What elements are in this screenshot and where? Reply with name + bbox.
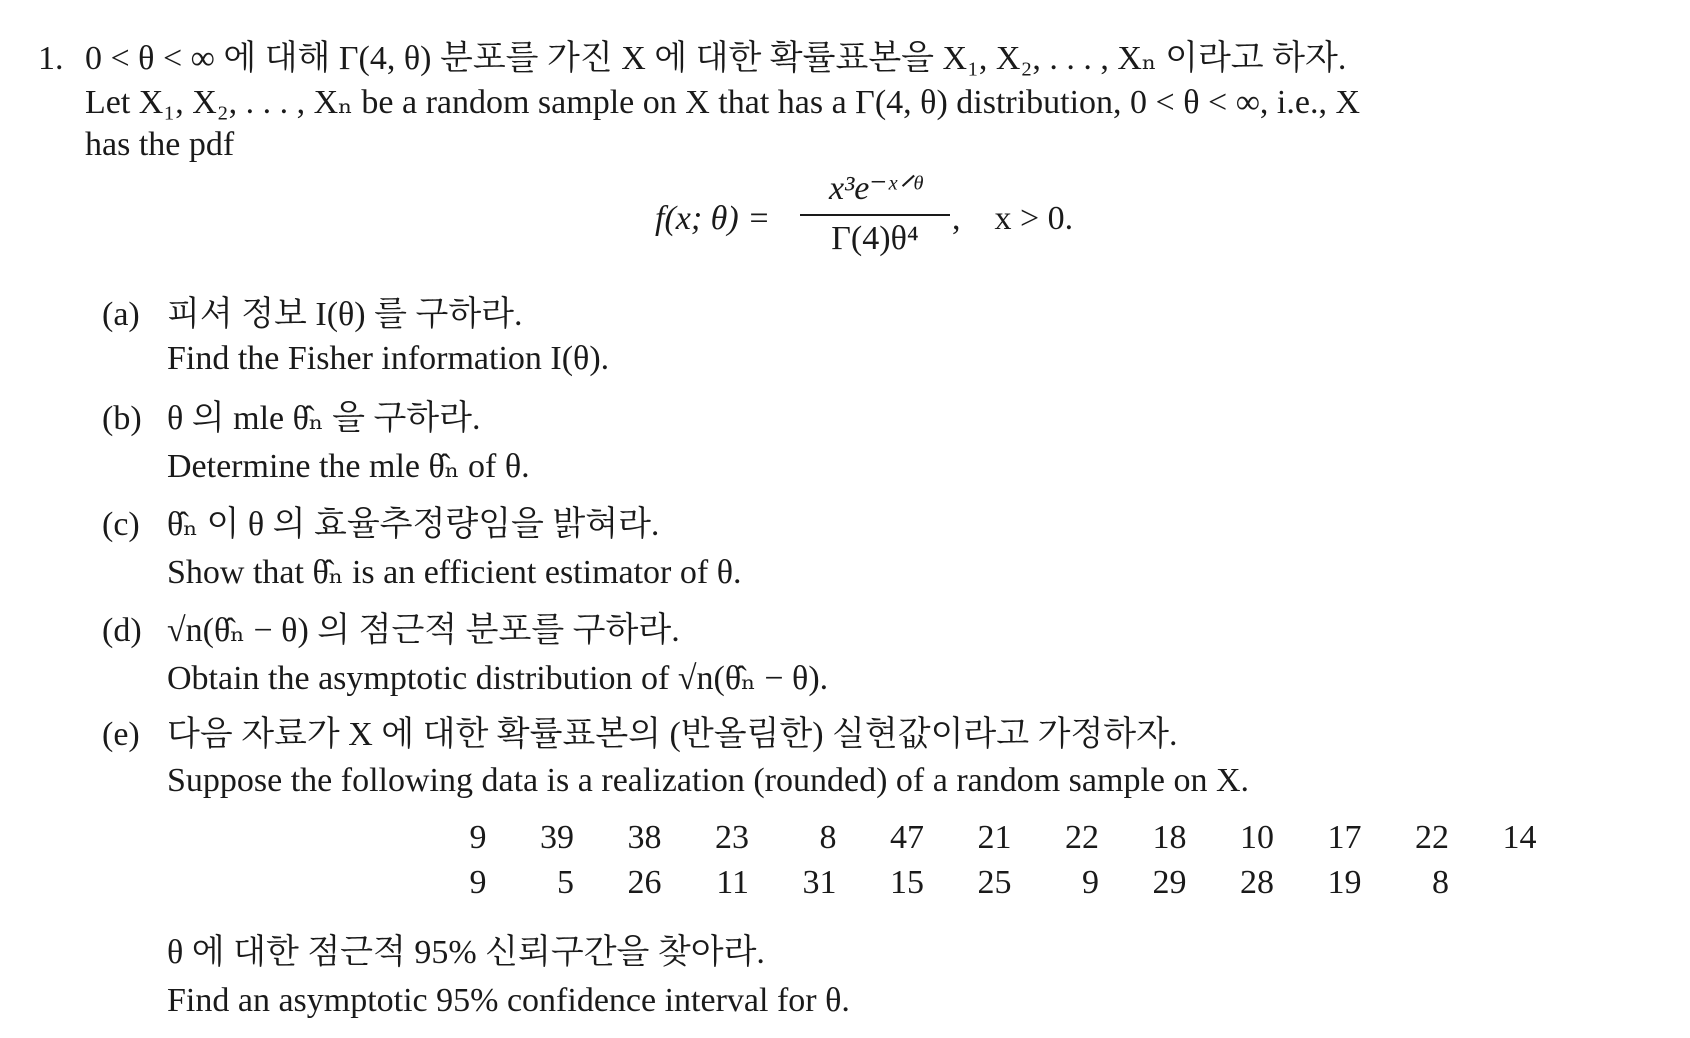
data-cell: 47 <box>890 818 924 856</box>
sample-data-table <box>405 815 1543 905</box>
pdf-rhs: , x > 0. <box>952 200 1074 237</box>
pdf-numerator: x³e⁻ˣᐟᶿ <box>828 170 922 207</box>
part-c-english: Show that θ̂ₙ is an efficient estimator of θ. <box>167 554 742 591</box>
data-cell: 9 <box>469 863 487 901</box>
data-cell: 28 <box>1240 863 1274 901</box>
data-cell: 29 <box>1152 863 1187 901</box>
data-cell: 23 <box>715 818 749 856</box>
data-cell: 39 <box>540 818 574 856</box>
data-cell: 22 <box>1065 818 1099 856</box>
part-d-english: Obtain the asymptotic distribution of √n(θ̂ₙ − θ). <box>167 660 829 697</box>
data-cell: 38 <box>627 818 662 856</box>
data-cell: 25 <box>977 863 1012 901</box>
part-a-english: Find the Fisher information I(θ). <box>167 340 610 377</box>
data-cell: 18 <box>1152 818 1187 856</box>
data-cell: 8 <box>819 818 837 856</box>
part-a-korean: 피셔 정보 I(θ) 를 구하라. <box>167 296 523 333</box>
data-cell: 21 <box>977 818 1012 856</box>
part-c-korean: θ̂ₙ 이 θ 의 효율추정량임을 밝혀라. <box>167 506 660 543</box>
data-cell: 31 <box>802 863 837 901</box>
data-cell: 19 <box>1327 863 1362 901</box>
data-cell: 17 <box>1327 818 1362 856</box>
problem-number: 1. <box>38 40 64 77</box>
problem-intro-english-line-1: Let X₁, X₂, . . . , Xₙ be a random sample on X that has a Γ(4, θ) distribution, 0 < θ < ∞, i.e., X <box>85 84 1361 121</box>
data-cell: 5 <box>557 863 574 901</box>
data-cell: 8 <box>1432 863 1449 901</box>
data-cell: 26 <box>627 863 662 901</box>
part-c-label: (c) <box>102 506 140 543</box>
data-cell: 15 <box>890 863 924 901</box>
closing-korean: θ 에 대한 점근적 95% 신뢰구간을 찾아라. <box>167 934 765 971</box>
data-cell: 14 <box>1502 818 1537 856</box>
data-cell: 9 <box>469 818 487 856</box>
data-cell: 11 <box>716 863 749 901</box>
part-b-label: (b) <box>102 400 142 437</box>
part-d-korean: √n(θ̂ₙ − θ) 의 점근적 분포를 구하라. <box>167 612 680 649</box>
table-row <box>405 860 1543 905</box>
part-e-label: (e) <box>102 716 140 753</box>
problem-intro-english-line-2: has the pdf <box>85 126 235 163</box>
data-cell: 9 <box>1082 863 1099 901</box>
part-b-korean: θ 의 mle θ̂ₙ 을 구하라. <box>167 400 481 437</box>
part-a-label: (a) <box>102 296 140 333</box>
part-e-english: Suppose the following data is a realization (rounded) of a random sample on X. <box>167 762 1250 799</box>
pdf-lhs: f(x; θ) = <box>655 200 771 237</box>
part-d-label: (d) <box>102 612 142 649</box>
problem-intro-korean: 0 < θ < ∞ 에 대해 Γ(4, θ) 분포를 가진 X 에 대한 확률표본을 X₁, X₂, . . . , Xₙ 이라고 하자. <box>85 40 1347 77</box>
data-cell: 10 <box>1240 818 1274 856</box>
pdf-denominator: Γ(4)θ⁴ <box>831 220 919 257</box>
pdf-fraction <box>800 172 950 256</box>
part-b-english: Determine the mle θ̂ₙ of θ. <box>167 448 530 485</box>
data-cell: 22 <box>1415 818 1449 856</box>
closing-english: Find an asymptotic 95% confidence interval for θ. <box>167 982 850 1019</box>
part-e-korean: 다음 자료가 X 에 대한 확률표본의 (반올림한) 실현값이라고 가정하자. <box>167 716 1178 753</box>
table-row <box>405 815 1543 860</box>
data-cell <box>1455 860 1543 905</box>
